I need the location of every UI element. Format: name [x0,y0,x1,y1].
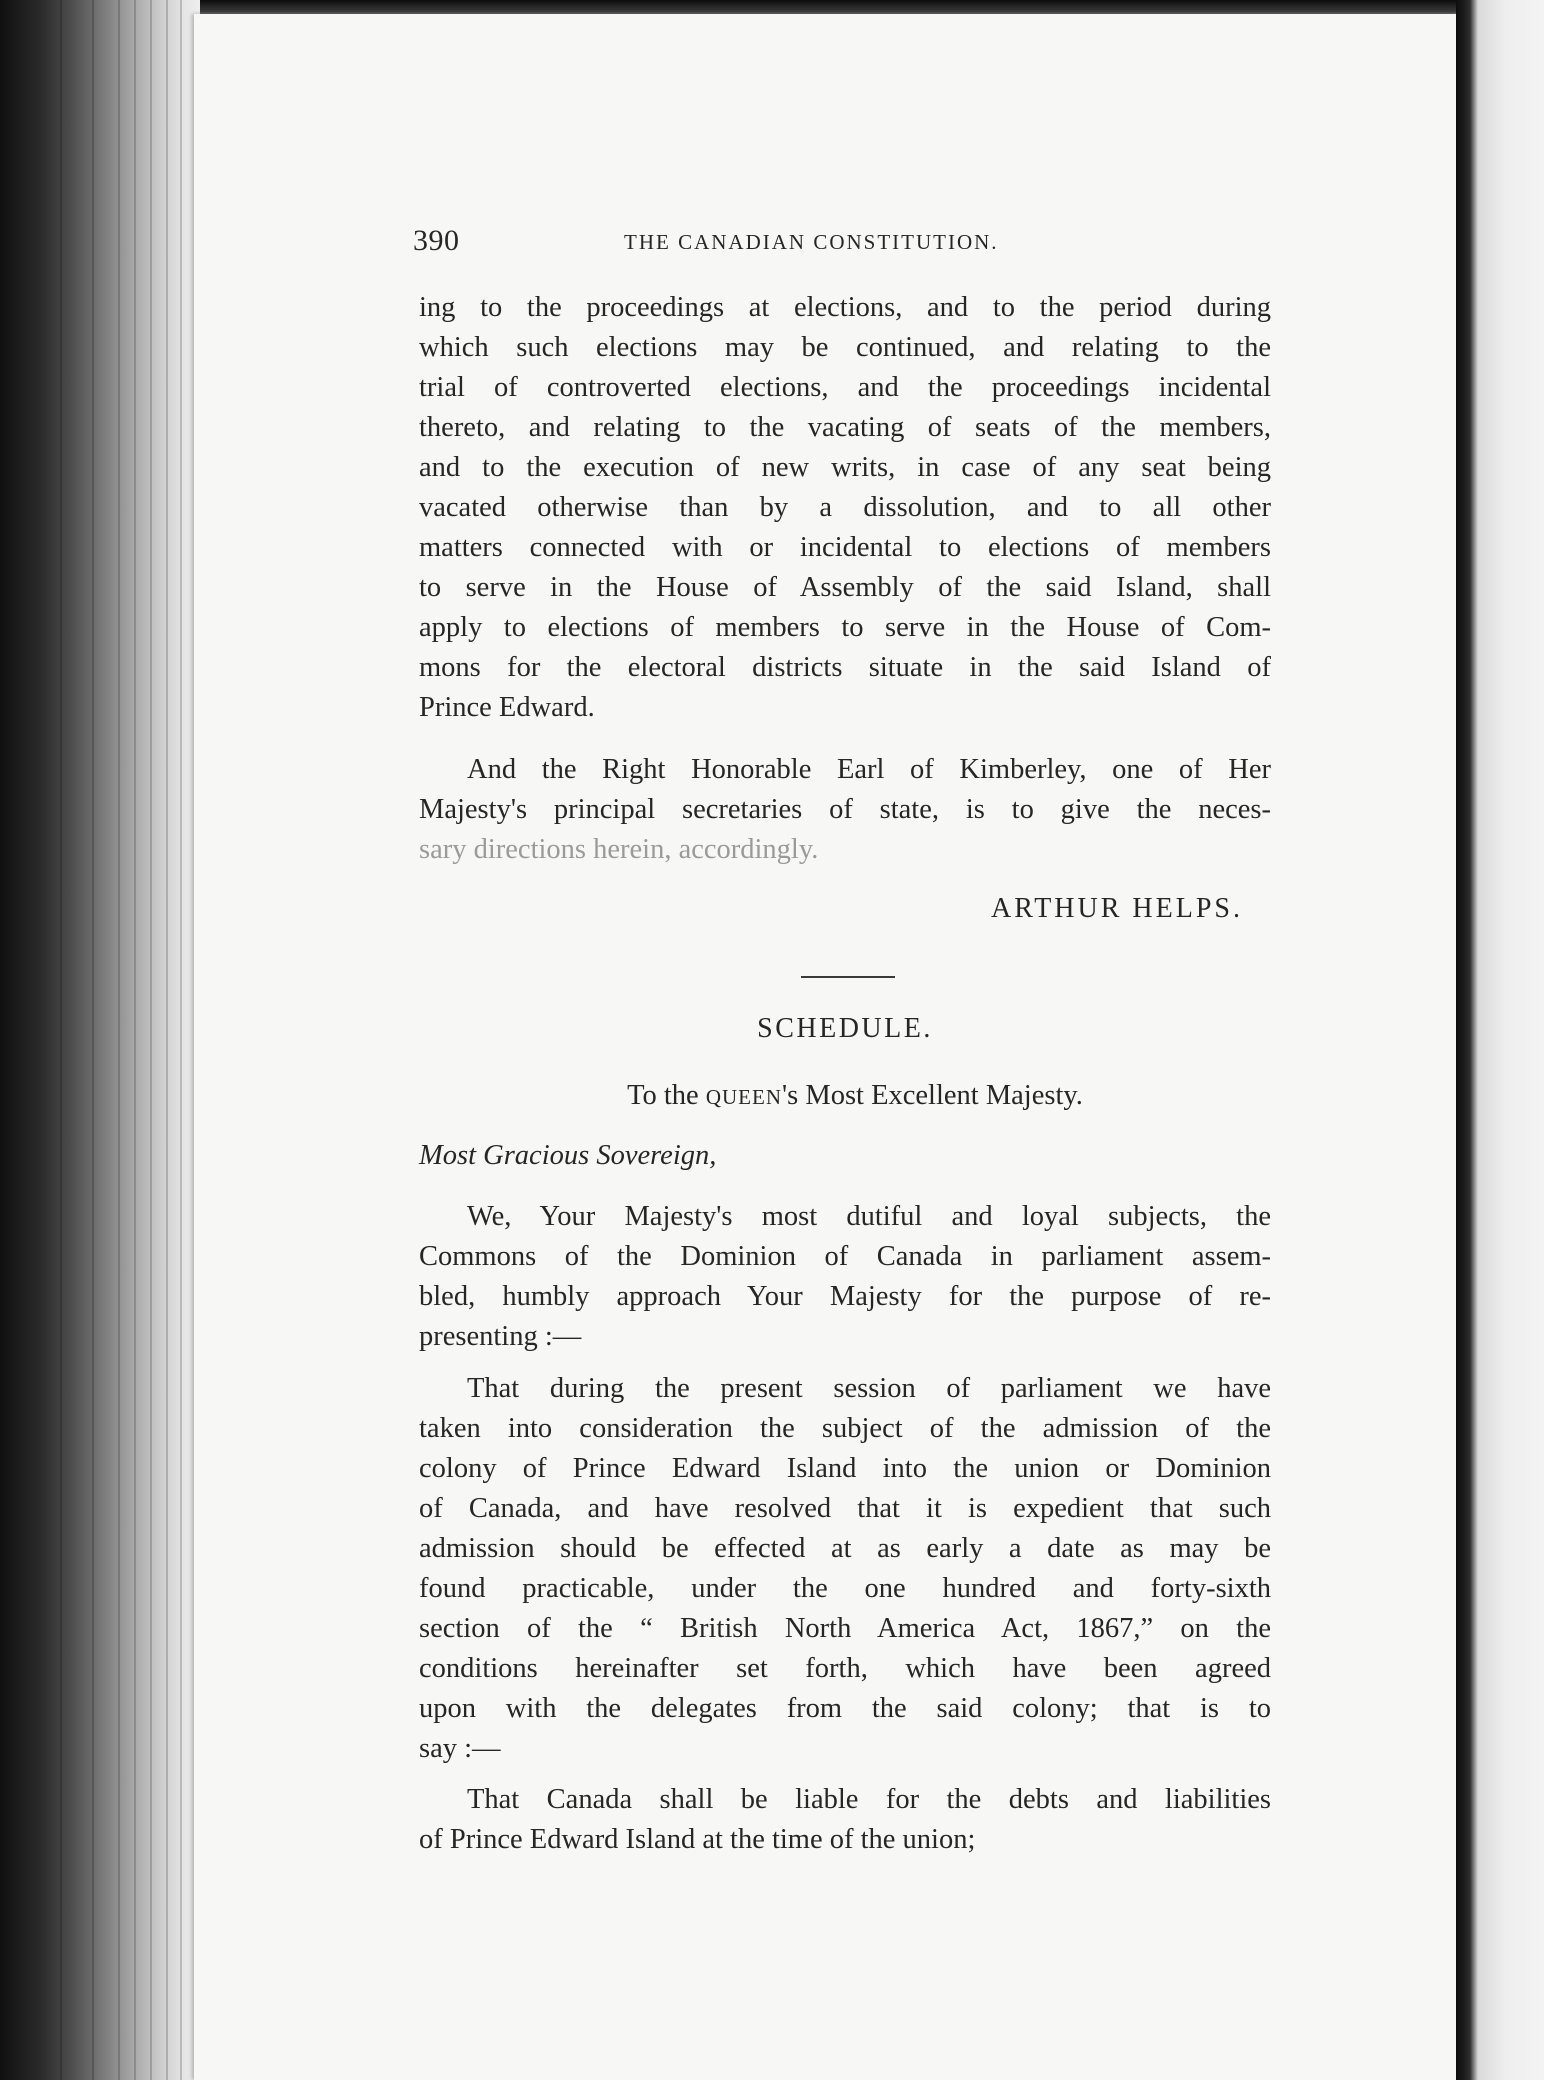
text-line: conditions hereinafter set forth, which have been agreed [419,1653,1271,1684]
schedule-paragraph-1 [419,1197,1271,1357]
schedule-paragraph-2 [419,1369,1271,1769]
page-number: 390 [413,224,460,257]
text-line: of Canada, and have resolved that it is expedient that such [419,1493,1271,1524]
greeting: Most Gracious Sovereign, [419,1140,717,1171]
text-line: That during the present session of parliament we have [467,1373,1271,1404]
text-line: admission should be effected at as early a date as may be [419,1533,1271,1564]
text-line: matters connected with or incidental to elections of members [419,532,1271,563]
schedule-heading: SCHEDULE. [757,1013,933,1044]
text-line: which such elections may be continued, and relating to the [419,332,1271,363]
text-line: vacated otherwise than by a dissolution, and to all other [419,492,1271,523]
text-line: colony of Prince Edward Island into the union or Dominion [419,1453,1271,1484]
text-line: mons for the electoral districts situate in the said Island of [419,652,1271,683]
text-line: And the Right Honorable Earl of Kimberley, one of Her [467,754,1271,785]
text-line: Commons of the Dominion of Canada in parliament assem- [419,1241,1271,1272]
text-line: ing to the proceedings at elections, and to the period during [419,292,1271,323]
address-line [419,1080,1271,1112]
address-suffix: 's Most Excellent Majesty. [782,1080,1083,1111]
section-divider [801,976,895,978]
left-page-edges [0,0,200,2080]
text-line: taken into consideration the subject of the admission of the [419,1413,1271,1444]
text-line: upon with the delegates from the said colony; that is to [419,1693,1271,1724]
text-line: and to the execution of new writs, in case of any seat being [419,452,1271,483]
text-line: sary directions herein, accordingly. [419,834,819,865]
text-line: presenting :— [419,1321,582,1352]
facing-page-edge [1456,0,1544,2080]
text-line: say :— [419,1733,501,1764]
text-line: of Prince Edward Island at the time of the union; [419,1824,976,1855]
text-line: trial of controverted elections, and the proceedings incidental [419,372,1271,403]
address-smallcaps: QUEEN [705,1085,782,1109]
text-line: to serve in the House of Assembly of the said Island, shall [419,572,1271,603]
text-line: That Canada shall be liable for the debts and liabilities [467,1784,1271,1815]
text-line: Majesty's principal secretaries of state, is to give the neces- [419,794,1271,825]
schedule-paragraph-3 [419,1780,1271,1860]
running-head: THE CANADIAN CONSTITUTION. [624,230,999,254]
text-line: bled, humbly approach Your Majesty for the purpose of re- [419,1281,1271,1312]
text-line: thereto, and relating to the vacating of seats of the members, [419,412,1271,443]
signature: ARTHUR HELPS. [990,893,1243,924]
text-line: section of the “ British North America Act, 1867,” on the [419,1613,1271,1644]
text-line: apply to elections of members to serve in the House of Com- [419,612,1271,643]
text-line: Prince Edward. [419,692,595,723]
page-header [413,224,1271,264]
text-line: We, Your Majesty's most dutiful and loyal subjects, the [467,1201,1271,1232]
text-line: found practicable, under the one hundred and forty-sixth [419,1573,1271,1604]
order-paragraph-1 [419,288,1271,728]
address-prefix: To the [627,1080,706,1111]
order-paragraph-2 [419,750,1271,870]
